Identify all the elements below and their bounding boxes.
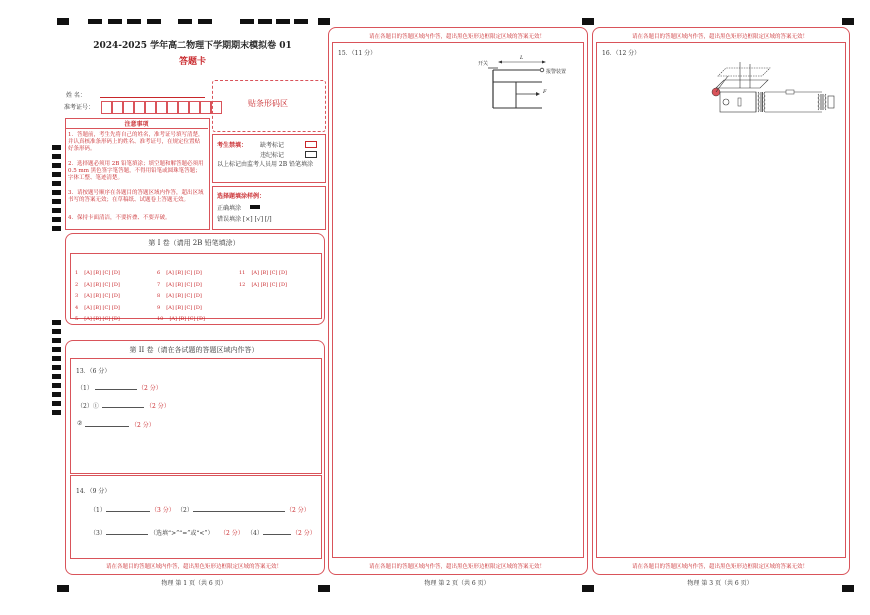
notice-title: 注意事项 [65, 119, 208, 129]
choice-col-2: 6 [A] [B] [C] [D] 7 [A] [B] [C] [D] 8 [A] [B] [C] [D] 9 [A] [B] [C] [D] 10 [A] [B] [C] [D] [157, 270, 205, 322]
q13-box [70, 358, 322, 474]
id-label: 准考证号： [64, 104, 95, 111]
timing-mark [52, 383, 61, 388]
q13-part2-score: （2 分） [146, 403, 170, 410]
choice-options[interactable]: [A] [B] [C] [D] [166, 293, 202, 299]
notice-item: 4．保持卡面清洁，不要折叠、不要弄破。 [68, 215, 171, 221]
q14-part4-label: （4） [247, 530, 263, 537]
timing-mark [52, 356, 61, 361]
choice-options[interactable]: [A] [B] [C] [D] [84, 304, 120, 311]
prohibit-title: 考生禁填： [217, 142, 248, 149]
q16-title: 16．（12 分） [602, 50, 641, 57]
registration-mark [318, 18, 330, 25]
correct-fill-label: 正确填涂 [217, 205, 242, 212]
registration-mark [88, 19, 102, 24]
q13-title: 13．（6 分） [76, 368, 111, 375]
fill-example-title: 选择题填涂样例： [217, 193, 266, 200]
timing-mark [52, 338, 61, 343]
notice-item: 1．答题前，考生先将自己的姓名，准考证号填写清楚，并认真核准条形码上的姓名、准考证号，在规定位置贴好条形码。 [68, 132, 204, 152]
notice-item: 2．选择题必须用 2B 铅笔填涂；填空题和解答题必须用 0.5 mm 黑色签字笔答题，不得用铅笔或圆珠笔答题；字体工整、笔迹清楚。 [68, 161, 204, 181]
registration-mark [240, 19, 254, 24]
q13-part2-label: （2）① [77, 403, 99, 410]
registration-mark [178, 19, 192, 24]
q14-title: 14．（9 分） [76, 488, 111, 495]
correct-fill-sample [250, 205, 260, 209]
q15-title: 15．（11 分） [338, 50, 377, 57]
page3-warning-top: 请在各题目的答题区域内作答，超出黑色矩形边框限定区域的答案无效！ [631, 34, 808, 40]
choice-options[interactable]: [A] [B] [C] [D] [166, 270, 202, 276]
registration-mark [198, 19, 212, 24]
name-label: 姓 名： [66, 92, 86, 99]
choice-options[interactable]: [A] [B] [C] [D] [251, 270, 287, 276]
q14-part1-blank[interactable] [106, 505, 150, 512]
timing-mark [52, 217, 61, 222]
q14-part4-score: （2 分） [292, 530, 316, 537]
q14-part1-label: （1） [90, 507, 106, 514]
q14-part3-blank[interactable] [106, 528, 148, 535]
choice-options[interactable]: [A] [B] [C] [D] [169, 316, 205, 322]
timing-mark [52, 172, 61, 177]
q14-part3-score: （2 分） [220, 530, 244, 537]
choice-options[interactable]: [A] [B] [C] [D] [166, 304, 202, 311]
id-boxes[interactable] [101, 99, 222, 118]
q13-part3-label: ② [77, 420, 83, 427]
name-field[interactable] [100, 97, 205, 98]
q13-part3-score: （2 分） [131, 422, 155, 429]
timing-mark [52, 320, 61, 325]
timing-mark [52, 199, 61, 204]
violation-label: 违纪标记 [260, 152, 285, 159]
choice-col-1: 1 [A] [B] [C] [D] 2 [A] [B] [C] [D] 3 [A] [B] [C] [D] 4 [A] [B] [C] [D] 5 [A] [B] [C] [D] [75, 270, 120, 322]
absent-label: 缺考标记 [260, 142, 285, 149]
section1-title: 第 I 卷（请用 2B 铅笔填涂） [148, 239, 240, 247]
registration-mark [127, 19, 141, 24]
page2-warning-bottom: 请在各题目的答题区域内作答，超出黑色矩形边框限定区域的答案无效！ [368, 564, 545, 570]
q14-part3-label: （3） [90, 530, 106, 537]
violation-checkbox[interactable] [305, 151, 317, 158]
q15-switch-label: 开关 [478, 61, 489, 67]
q15-figure [476, 56, 581, 112]
registration-mark [57, 18, 69, 25]
section2-title: 第 II 卷（请在各试题的答题区域内作答） [129, 346, 259, 354]
choice-col-3: 11 [A] [B] [C] [D] 12 [A] [B] [C] [D] [239, 270, 287, 288]
registration-mark [582, 18, 594, 25]
timing-mark [52, 208, 61, 213]
q14-part1-score: （3 分） [151, 507, 175, 514]
timing-mark [52, 190, 61, 195]
choice-options[interactable]: [A] [B] [C] [D] [84, 281, 120, 288]
timing-mark [52, 181, 61, 186]
q14-part2-score: （2 分） [286, 507, 310, 514]
q15-force-label: F [543, 89, 547, 95]
q15-length-label: L [520, 55, 524, 61]
q13-part1-label: （1） [77, 385, 93, 392]
page2-warning-top: 请在各题目的答题区域内作答，超出黑色矩形边框限定区域的答案无效！ [368, 34, 545, 40]
page1-footer: 物理 第 1 页（共 6 页） [161, 580, 227, 587]
registration-mark [258, 19, 272, 24]
choice-options[interactable]: [A] [B] [C] [D] [84, 293, 120, 299]
page-subtitle: 答题卡 [178, 57, 206, 67]
choice-options[interactable]: [A] [B] [C] [D] [84, 316, 120, 322]
page3-warning-bottom: 请在各题目的答题区域内作答，超出黑色矩形边框限定区域的答案无效！ [631, 564, 808, 570]
barcode-label: 贴条形码区 [248, 99, 288, 108]
q13-part1-score: （2 分） [138, 385, 162, 392]
timing-mark [52, 329, 61, 334]
timing-mark [52, 374, 61, 379]
prohibit-note: 以上标记由监考人员用 2B 铅笔填涂 [217, 161, 314, 168]
q15-device-label: 报警装置 [546, 69, 567, 75]
timing-mark [52, 154, 61, 159]
registration-mark [842, 18, 854, 25]
timing-mark [52, 163, 61, 168]
timing-mark [52, 365, 61, 370]
timing-mark [52, 347, 61, 352]
registration-mark [276, 19, 290, 24]
q14-part4-blank[interactable] [263, 528, 291, 535]
timing-mark [52, 392, 61, 397]
page-title: 2024-2025 学年高二物理下学期期末模拟卷 01 [93, 41, 292, 51]
page2-footer: 物理 第 2 页（共 6 页） [424, 580, 490, 587]
registration-mark [294, 19, 308, 24]
choice-options[interactable]: [A] [B] [C] [D] [166, 281, 202, 288]
timing-mark [52, 410, 61, 415]
choice-options[interactable]: [A] [B] [C] [D] [251, 281, 287, 288]
q14-part2-label: （2） [177, 507, 193, 514]
timing-mark [52, 145, 61, 150]
registration-mark [108, 19, 122, 24]
page3-footer: 物理 第 3 页（共 6 页） [687, 580, 753, 587]
choice-options[interactable]: [A] [B] [C] [D] [84, 270, 120, 276]
q14-choice-hint: （选填“>”“=”或“<”） [150, 530, 214, 537]
q15-box [332, 42, 584, 558]
q13-part2-blank[interactable] [102, 401, 144, 408]
wrong-fill-label: 错误填涂 [×] [√] [/] [217, 216, 272, 223]
q16-figure [704, 58, 836, 120]
timing-mark [52, 226, 61, 231]
notice-item: 3．请按题号顺序在各题目的答题区域内作答，超出区域书写的答案无效；在草稿纸、试题卷上答题无效。 [68, 190, 204, 203]
q13-part1-blank[interactable] [95, 383, 137, 390]
q13-part3-blank[interactable] [85, 420, 129, 427]
q14-part2-blank[interactable] [193, 505, 285, 512]
timing-mark [52, 401, 61, 406]
registration-mark [147, 19, 161, 24]
page1-warning: 请在各题目的答题区域内作答，超出黑色矩形边框限定区域的答案无效！ [105, 564, 282, 570]
absent-checkbox[interactable] [305, 141, 317, 148]
